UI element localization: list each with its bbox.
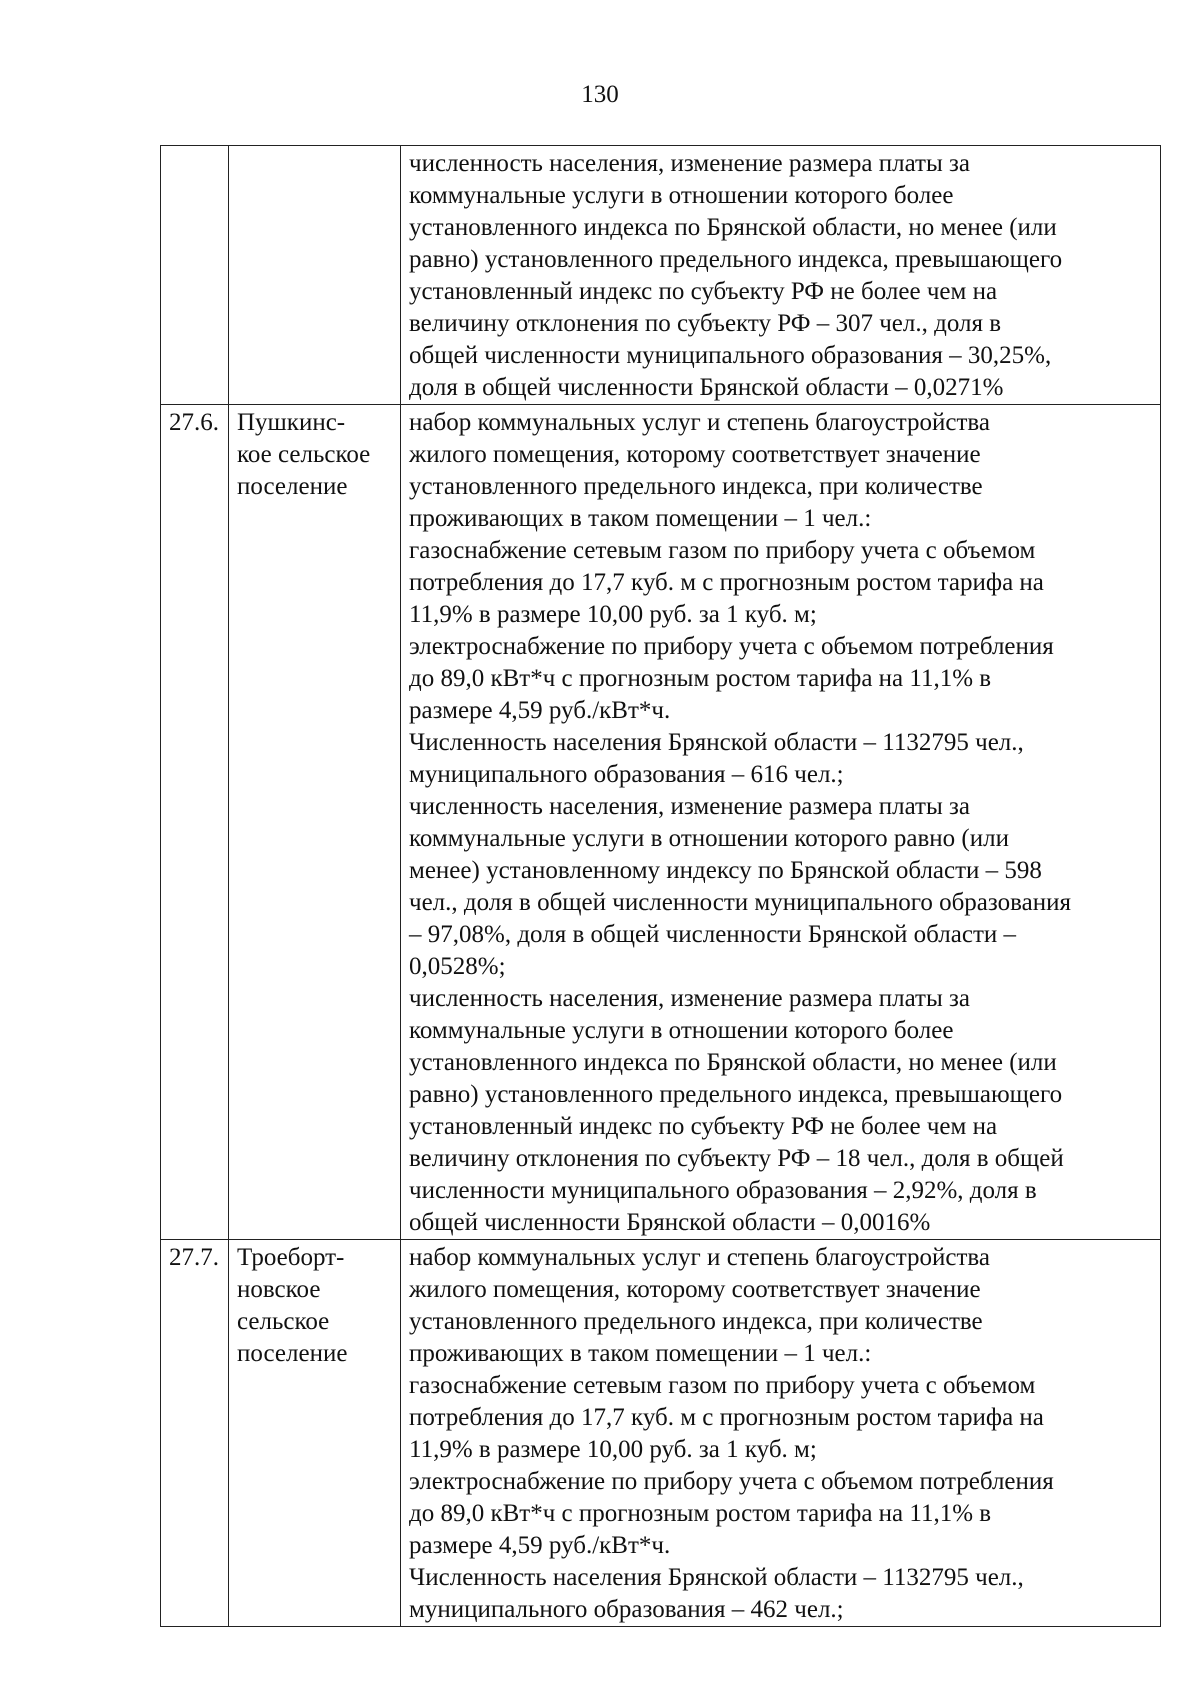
row-number-cell <box>161 146 229 405</box>
description-line: муниципального образования – 462 чел.; <box>409 1596 844 1623</box>
description-line: 0,0528%; <box>409 953 506 980</box>
page-number: 130 <box>581 81 619 108</box>
description-line: равно) установленного предельного индекса, превышающего <box>409 1081 1063 1108</box>
description-line: общей численности муниципального образования – 30,25%, <box>409 342 1052 369</box>
description-line: проживающих в таком помещении – 1 чел.: <box>409 1340 872 1367</box>
description-line: величину отклонения по субъекту РФ – 307 чел., доля в <box>409 310 1002 337</box>
municipality-table <box>160 145 1161 1627</box>
description-line: проживающих в таком помещении – 1 чел.: <box>409 505 872 532</box>
description-line: чел., доля в общей численности муниципального образования <box>409 889 1071 916</box>
description-line: 11,9% в размере 10,00 руб. за 1 куб. м; <box>409 1436 817 1463</box>
description-line: набор коммунальных услуг и степень благоустройства <box>409 409 990 436</box>
table-body <box>161 146 1161 1627</box>
description-line: размере 4,59 руб./кВт*ч. <box>409 1532 671 1559</box>
description-line: газоснабжение сетевым газом по прибору учета с объемом <box>409 1372 1036 1399</box>
description-line: общей численности Брянской области – 0,0016% <box>409 1209 931 1236</box>
description-line: электроснабжение по прибору учета с объемом потребления <box>409 633 1054 660</box>
description-line: 11,9% в размере 10,00 руб. за 1 куб. м; <box>409 601 817 628</box>
description-line: менее) установленному индексу по Брянской области – 598 <box>409 857 1042 884</box>
table-row <box>161 146 1161 405</box>
table-row <box>161 405 1161 1240</box>
description-line: до 89,0 кВт*ч с прогнозным ростом тарифа на 11,1% в <box>409 1500 992 1527</box>
description-line: равно) установленного предельного индекса, превышающего <box>409 246 1063 273</box>
description-line: набор коммунальных услуг и степень благоустройства <box>409 1244 990 1271</box>
description-line: численности муниципального образования – 2,92%, доля в <box>409 1177 1037 1204</box>
description-line: численность населения, изменение размера платы за <box>409 793 970 820</box>
description-cell <box>401 405 1161 1240</box>
description-line: коммунальные услуги в отношении которого равно (или <box>409 825 1009 852</box>
description-line: газоснабжение сетевым газом по прибору учета с объемом <box>409 537 1036 564</box>
description-line: установленный индекс по субъекту РФ не более чем на <box>409 1113 998 1140</box>
description-line: установленного индекса по Брянской области, но менее (или <box>409 214 1057 241</box>
municipality-name-line: сельское <box>237 1308 330 1335</box>
description-line: жилого помещения, которому соответствует значение <box>409 441 981 468</box>
description-cell <box>401 1240 1161 1627</box>
description-line: коммунальные услуги в отношении которого более <box>409 1017 954 1044</box>
description-line: – 97,08%, доля в общей численности Брянской области – <box>409 921 1016 948</box>
table-row <box>161 1240 1161 1627</box>
municipality-name-cell <box>229 1240 401 1627</box>
description-line: установленного предельного индекса, при количестве <box>409 1308 983 1335</box>
description-line: установленный индекс по субъекту РФ не более чем на <box>409 278 998 305</box>
description-line: потребления до 17,7 куб. м с прогнозным ростом тарифа на <box>409 569 1044 596</box>
description-line: доля в общей численности Брянской области – 0,0271% <box>409 374 1004 401</box>
description-line: Численность населения Брянской области – 1132795 чел., <box>409 729 1024 756</box>
description-line: коммунальные услуги в отношении которого более <box>409 182 954 209</box>
description-cell <box>401 146 1161 405</box>
description-line: установленного индекса по Брянской области, но менее (или <box>409 1049 1057 1076</box>
description-line: численность населения, изменение размера платы за <box>409 150 970 177</box>
municipality-name-line: поселение <box>237 1340 348 1367</box>
description-line: размере 4,59 руб./кВт*ч. <box>409 697 671 724</box>
municipality-name-line: новское <box>237 1276 321 1303</box>
municipality-name-line: Троеборт- <box>237 1244 345 1271</box>
row-number: 27.7. <box>169 1244 219 1271</box>
description-line: установленного предельного индекса, при количестве <box>409 473 983 500</box>
description-line: муниципального образования – 616 чел.; <box>409 761 844 788</box>
row-number-cell <box>161 405 229 1240</box>
description-line: потребления до 17,7 куб. м с прогнозным ростом тарифа на <box>409 1404 1044 1431</box>
municipality-name-cell <box>229 405 401 1240</box>
row-number-cell <box>161 1240 229 1627</box>
description-line: Численность населения Брянской области – 1132795 чел., <box>409 1564 1024 1591</box>
municipality-name-line: кое сельское <box>237 441 371 468</box>
description-line: численность населения, изменение размера платы за <box>409 985 970 1012</box>
description-line: жилого помещения, которому соответствует значение <box>409 1276 981 1303</box>
description-line: электроснабжение по прибору учета с объемом потребления <box>409 1468 1054 1495</box>
municipality-name-line: Пушкинс- <box>237 409 346 436</box>
description-line: до 89,0 кВт*ч с прогнозным ростом тарифа на 11,1% в <box>409 665 992 692</box>
municipality-name-cell <box>229 146 401 405</box>
municipality-name-line: поселение <box>237 473 348 500</box>
row-number: 27.6. <box>169 409 219 436</box>
description-line: величину отклонения по субъекту РФ – 18 чел., доля в общей <box>409 1145 1064 1172</box>
